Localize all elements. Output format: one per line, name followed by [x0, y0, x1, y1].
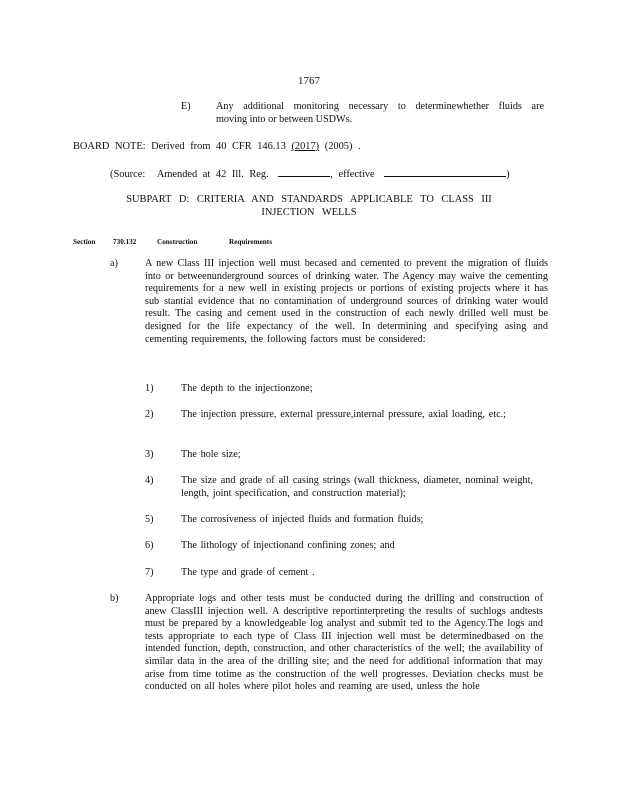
factor-6-text: The lithology of injectionand confining zones; and [181, 540, 395, 551]
item-e-label: E) [181, 101, 191, 112]
factor-1-text: The depth to the injectionzone; [181, 383, 313, 394]
factor-3-text: The hole size; [181, 449, 241, 460]
factor-6-num: 6) [145, 540, 154, 551]
source-prefix: (Source: [110, 169, 146, 180]
source-close: ) [506, 169, 510, 180]
factor-2-text: The injection pressure, external pressure,internal pressure, axial loading, etc.; [181, 409, 507, 420]
effective-blank [384, 167, 506, 177]
factor-7-num: 7) [145, 567, 154, 578]
para-b-label: b) [110, 593, 119, 604]
factor-5-num: 5) [145, 514, 154, 525]
board-note-link-2005: (2005) [324, 141, 353, 152]
source-effective: , effective [330, 169, 375, 180]
para-a-text: A new Class III injection well must becased and cemented to prevent the migration of fluids into or betweenunderground sources of drinking water. The Agency may waive the cementing requirements for a new well in existing projects or portions of existing projects where it has sub stantial evidence that no contamination of underground sources of drinking water would result. The casing and cement used in the construction of each newly drilled well must be designed for the life expectancy of the well. In determining and specifying asing and cementing requirements, the following factors must be considered: [145, 258, 548, 345]
section-label: Section [73, 238, 96, 246]
board-note-suffix: . [358, 141, 361, 152]
section-title-1: Construction [157, 238, 198, 246]
board-note-prefix: BOARD NOTE: Derived from 40 CFR 146.13 [73, 141, 286, 152]
para-a-label: a) [110, 258, 118, 269]
subpart-title-line1: SUBPART D: CRITERIA AND STANDARDS APPLICABLE TO CLASS III [126, 194, 492, 205]
subpart-title-line2: INJECTION WELLS [261, 207, 357, 218]
source-amended: Amended at 42 Ill. Reg. [156, 169, 269, 180]
section-number: 730.132 [113, 238, 137, 246]
factor-5-text: The corrosiveness of injected fluids and formation fluids; [181, 514, 424, 525]
item-e-line2: moving into or between USDWs. [216, 114, 353, 125]
item-e-line1: Any additional monitoring necessary to determinewhether fluids are [216, 101, 544, 112]
board-note [73, 140, 361, 154]
factor-1-num: 1) [145, 383, 154, 394]
board-note-link-2017[interactable]: (2017) [291, 141, 320, 152]
factor-4-text: The size and grade of all casing strings (wall thickness, diameter, nominal weight, length, joint specification, and construction material); [181, 475, 533, 499]
source-line [110, 167, 510, 182]
section-title-2: Requirements [229, 238, 272, 246]
factor-7-text: The type and grade of cement . [181, 567, 315, 578]
page-number: 1767 [298, 75, 320, 87]
factor-2-num: 2) [145, 409, 154, 420]
reg-blank [278, 167, 330, 177]
para-b-text: Appropriate logs and other tests must be conducted during the drilling and construction of anew ClassIII injection well. A descriptive reportinterpreting the results of suchlogs andtests must be prepared by a knowledgeable log analyst and submit ted to the Agency.The logs and tests appropriate to each type of Class III injection well must be determinedbased on the intended function, depth, construction, and other characteristics of the well; the availability of similar data in the area of the drilling site; and the need for additional information that may arise from time totime as the construction of the well progresses. Deviation checks must be conducted on all holes where pilot holes and reaming are used, unless the hole [145, 593, 543, 693]
factor-4-num: 4) [145, 475, 154, 486]
factor-3-num: 3) [145, 449, 154, 460]
